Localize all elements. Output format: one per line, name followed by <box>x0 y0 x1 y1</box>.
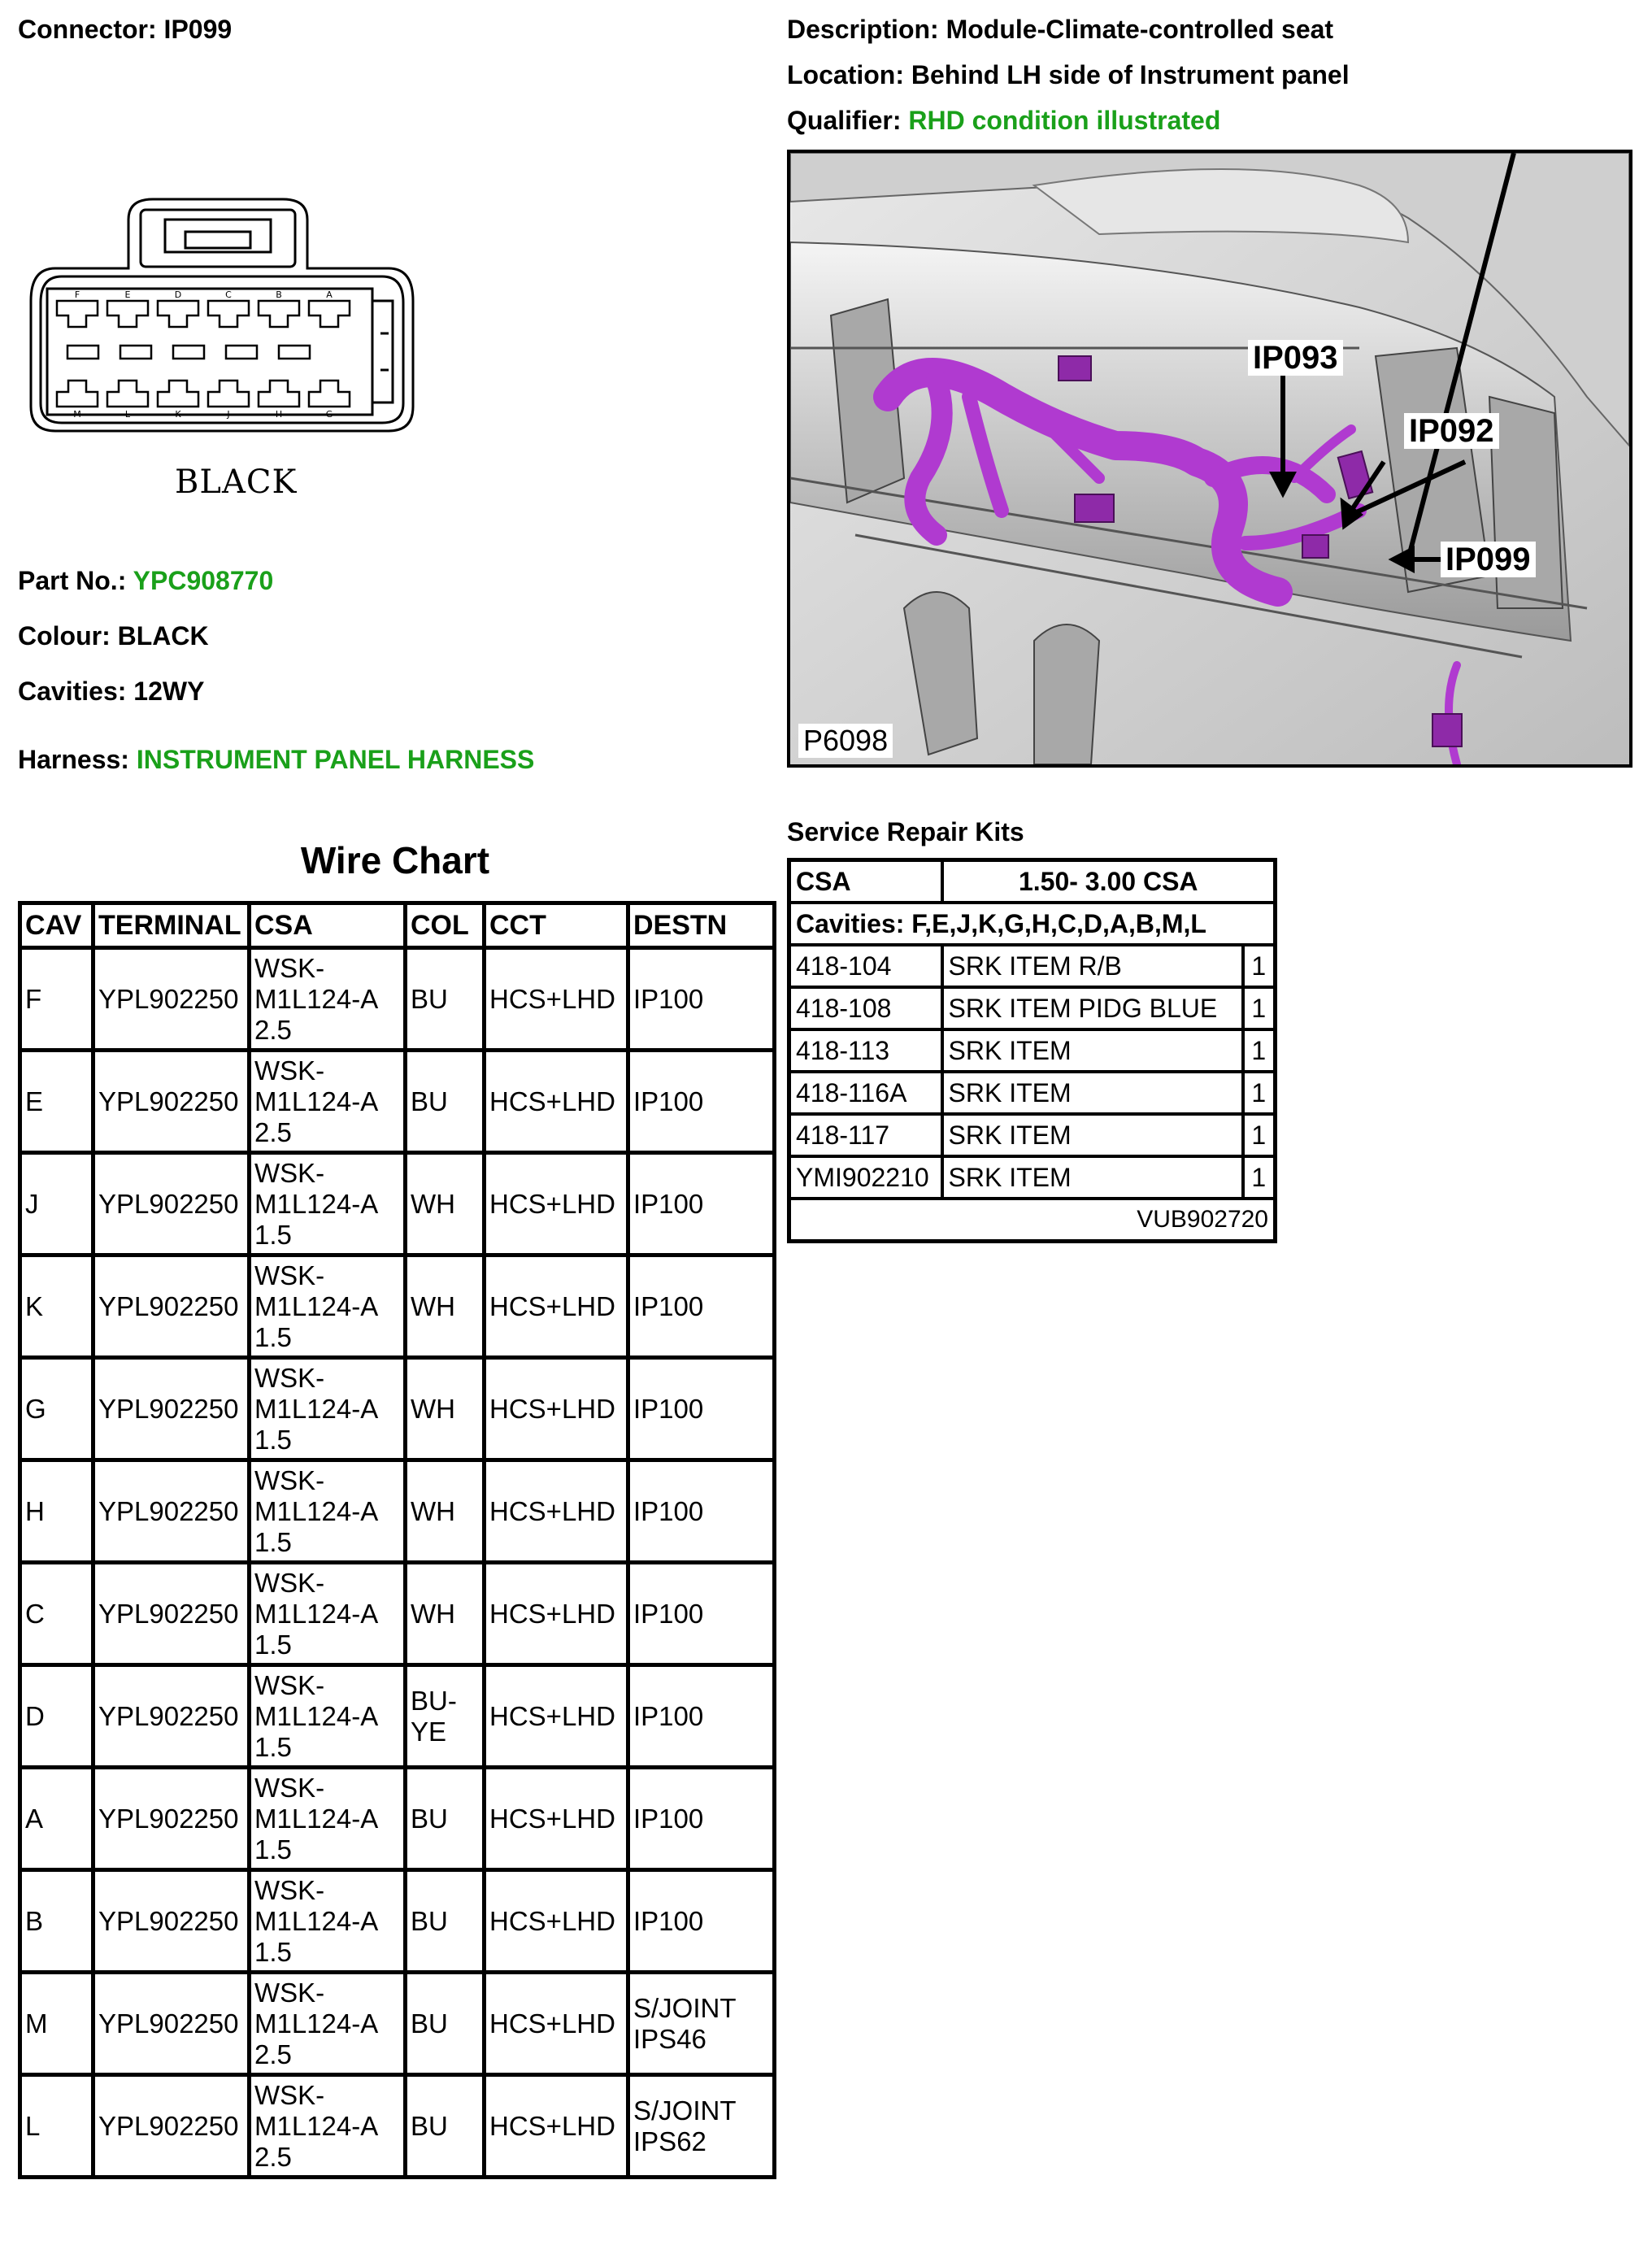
cell-csa: WSK-M1L124-A 1.5 <box>250 1563 406 1665</box>
kits-csa-range: 1.50- 3.00 CSA <box>942 860 1276 903</box>
cell-terminal: YPL902250 <box>93 1870 250 1973</box>
cell-csa: WSK-M1L124-A 1.5 <box>250 1255 406 1358</box>
description-value: Module-Climate-controlled seat <box>946 15 1334 44</box>
kit-row <box>789 987 1276 1029</box>
cell-csa: WSK-M1L124-A 2.5 <box>250 1973 406 2075</box>
kits-csa-row <box>789 860 1276 903</box>
pin-label-top: F <box>74 289 80 300</box>
cell-cct: HCS+LHD <box>485 1563 628 1665</box>
cell-cav: A <box>20 1768 93 1870</box>
cell-destn: IP100 <box>628 1460 775 1563</box>
cell-cct: HCS+LHD <box>485 1153 628 1255</box>
cell-col: BU <box>406 2075 485 2178</box>
cell-destn: IP100 <box>628 1870 775 1973</box>
col-col: COL <box>406 903 485 948</box>
cell-cct: HCS+LHD <box>485 1768 628 1870</box>
connector-diagram <box>23 187 421 455</box>
cavities-line <box>18 675 204 707</box>
photo-code: P6098 <box>798 724 893 758</box>
cell-destn: S/JOINT IPS46 <box>628 1973 775 2075</box>
kit-desc: SRK ITEM <box>942 1029 1243 1072</box>
harness-value: INSTRUMENT PANEL HARNESS <box>136 745 535 774</box>
cell-destn: IP100 <box>628 1051 775 1153</box>
cell-csa: WSK-M1L124-A 1.5 <box>250 1768 406 1870</box>
pin-label-bottom: G <box>325 409 333 420</box>
wire-row <box>20 1768 775 1870</box>
description-label: Description: <box>787 15 939 44</box>
harness-label: Harness: <box>18 745 129 774</box>
cell-terminal: YPL902250 <box>93 1358 250 1460</box>
kit-qty: 1 <box>1243 1029 1276 1072</box>
cell-cav: D <box>20 1665 93 1768</box>
cell-csa: WSK-M1L124-A 2.5 <box>250 948 406 1051</box>
col-destn: DESTN <box>628 903 775 948</box>
cell-col: BU <box>406 948 485 1051</box>
cell-cct: HCS+LHD <box>485 1665 628 1768</box>
cell-terminal: YPL902250 <box>93 1255 250 1358</box>
cell-cav: J <box>20 1153 93 1255</box>
cell-destn: S/JOINT IPS62 <box>628 2075 775 2178</box>
qualifier-value: RHD condition illustrated <box>908 106 1221 135</box>
pin-label-top: A <box>326 289 333 300</box>
wire-row <box>20 1665 775 1768</box>
repair-kits-table <box>787 858 1277 1243</box>
pin-label-bottom: M <box>73 409 81 420</box>
pin-label-bottom: J <box>227 409 230 420</box>
kit-row <box>789 1072 1276 1114</box>
colour-label: Colour: <box>18 621 111 651</box>
cell-csa: WSK-M1L124-A 1.5 <box>250 1358 406 1460</box>
cell-terminal: YPL902250 <box>93 1768 250 1870</box>
callout-ip099: IP099 <box>1441 542 1536 577</box>
cell-col: BU-YE <box>406 1665 485 1768</box>
cell-cav: B <box>20 1870 93 1973</box>
cell-cav: C <box>20 1563 93 1665</box>
cell-destn: IP100 <box>628 1665 775 1768</box>
cell-col: WH <box>406 1358 485 1460</box>
harness-line <box>18 743 534 776</box>
cell-cct: HCS+LHD <box>485 1973 628 2075</box>
cell-terminal: YPL902250 <box>93 1665 250 1768</box>
pin-label-top: B <box>276 289 282 300</box>
connector-line <box>18 13 232 46</box>
kits-footer-row <box>789 1199 1276 1242</box>
kit-row <box>789 945 1276 987</box>
kit-qty: 1 <box>1243 1114 1276 1156</box>
cell-destn: IP100 <box>628 1153 775 1255</box>
pin-label-top: C <box>225 289 232 300</box>
cell-cct: HCS+LHD <box>485 1870 628 1973</box>
kits-footer: VUB902720 <box>789 1199 1276 1242</box>
kit-desc: SRK ITEM <box>942 1114 1243 1156</box>
cell-col: BU <box>406 1768 485 1870</box>
kit-qty: 1 <box>1243 945 1276 987</box>
dashboard-illustration <box>790 153 1629 764</box>
location-line <box>787 59 1350 91</box>
cell-csa: WSK-M1L124-A 1.5 <box>250 1460 406 1563</box>
cell-cav: H <box>20 1460 93 1563</box>
colour-line <box>18 620 209 652</box>
location-photo <box>787 150 1632 768</box>
pin-label-top: D <box>174 289 182 300</box>
col-cct: CCT <box>485 903 628 948</box>
cell-destn: IP100 <box>628 1563 775 1665</box>
wire-row <box>20 1051 775 1153</box>
location-value: Behind LH side of Instrument panel <box>911 60 1350 89</box>
cell-terminal: YPL902250 <box>93 1051 250 1153</box>
cell-csa: WSK-M1L124-A 1.5 <box>250 1153 406 1255</box>
col-cav: CAV <box>20 903 93 948</box>
cell-col: WH <box>406 1563 485 1665</box>
part-no-label: Part No.: <box>18 566 127 595</box>
kit-part: 418-113 <box>789 1029 942 1072</box>
cell-csa: WSK-M1L124-A 2.5 <box>250 2075 406 2178</box>
kit-row <box>789 1029 1276 1072</box>
cell-cav: F <box>20 948 93 1051</box>
connector-colour-label: BLACK <box>175 463 298 501</box>
cell-col: WH <box>406 1460 485 1563</box>
kit-desc: SRK ITEM PIDG BLUE <box>942 987 1243 1029</box>
cell-csa: WSK-M1L124-A 1.5 <box>250 1870 406 1973</box>
cell-col: BU <box>406 1870 485 1973</box>
cell-col: BU <box>406 1051 485 1153</box>
kit-row <box>789 1156 1276 1199</box>
wire-chart-table <box>18 901 776 2179</box>
cell-destn: IP100 <box>628 1768 775 1870</box>
wire-row <box>20 1973 775 2075</box>
cell-destn: IP100 <box>628 1358 775 1460</box>
cell-col: BU <box>406 1973 485 2075</box>
qualifier-label: Qualifier: <box>787 106 902 135</box>
cell-cct: HCS+LHD <box>485 948 628 1051</box>
cell-cct: HCS+LHD <box>485 1460 628 1563</box>
cell-terminal: YPL902250 <box>93 2075 250 2178</box>
location-label: Location: <box>787 60 904 89</box>
col-csa: CSA <box>250 903 406 948</box>
kits-csa-label: CSA <box>789 860 942 903</box>
kit-part: 418-104 <box>789 945 942 987</box>
kit-desc: SRK ITEM R/B <box>942 945 1243 987</box>
kit-part: 418-117 <box>789 1114 942 1156</box>
cell-csa: WSK-M1L124-A 1.5 <box>250 1665 406 1768</box>
connector-label: Connector: <box>18 15 157 44</box>
repair-kits-title: Service Repair Kits <box>787 817 1024 846</box>
cell-cct: HCS+LHD <box>485 1255 628 1358</box>
cell-terminal: YPL902250 <box>93 1153 250 1255</box>
kit-qty: 1 <box>1243 987 1276 1029</box>
cell-terminal: YPL902250 <box>93 1563 250 1665</box>
cell-col: WH <box>406 1255 485 1358</box>
wire-row <box>20 1870 775 1973</box>
colour-value: BLACK <box>117 621 209 651</box>
wire-row <box>20 1563 775 1665</box>
kit-qty: 1 <box>1243 1072 1276 1114</box>
cavities-label: Cavities: <box>18 677 127 706</box>
cell-destn: IP100 <box>628 948 775 1051</box>
kit-desc: SRK ITEM <box>942 1072 1243 1114</box>
cell-cav: E <box>20 1051 93 1153</box>
wire-row <box>20 948 775 1051</box>
wire-chart-body <box>20 948 775 2178</box>
cell-cav: M <box>20 1973 93 2075</box>
cell-cct: HCS+LHD <box>485 1051 628 1153</box>
cell-destn: IP100 <box>628 1255 775 1358</box>
cell-cct: HCS+LHD <box>485 1358 628 1460</box>
cell-csa: WSK-M1L124-A 2.5 <box>250 1051 406 1153</box>
kit-part: 418-108 <box>789 987 942 1029</box>
wire-row <box>20 1358 775 1460</box>
kit-part: 418-116A <box>789 1072 942 1114</box>
cell-terminal: YPL902250 <box>93 1973 250 2075</box>
cavities-value: 12WY <box>133 677 205 706</box>
connector-value: IP099 <box>163 15 233 44</box>
description-line <box>787 13 1333 46</box>
qualifier-line <box>787 104 1220 137</box>
wire-chart-title: Wire Chart <box>300 839 490 881</box>
pin-label-bottom: L <box>124 409 131 420</box>
kits-cavities-row <box>789 903 1276 945</box>
cell-cav: G <box>20 1358 93 1460</box>
part-no-line <box>18 564 273 597</box>
cell-cct: HCS+LHD <box>485 2075 628 2178</box>
kit-qty: 1 <box>1243 1156 1276 1199</box>
wire-row <box>20 1153 775 1255</box>
wire-row <box>20 2075 775 2178</box>
cell-col: WH <box>406 1153 485 1255</box>
cell-cav: K <box>20 1255 93 1358</box>
cell-terminal: YPL902250 <box>93 948 250 1051</box>
wire-header-row <box>20 903 775 948</box>
cell-cav: L <box>20 2075 93 2178</box>
kit-part: YMI902210 <box>789 1156 942 1199</box>
kits-cavities: Cavities: F,E,J,K,G,H,C,D,A,B,M,L <box>789 903 1276 945</box>
kit-row <box>789 1114 1276 1156</box>
pin-label-bottom: H <box>275 409 283 420</box>
pin-label-bottom: K <box>175 409 181 420</box>
wire-row <box>20 1255 775 1358</box>
wire-row <box>20 1460 775 1563</box>
part-no-value: YPC908770 <box>133 566 274 595</box>
callout-ip092: IP092 <box>1404 413 1499 449</box>
col-terminal: TERMINAL <box>93 903 250 948</box>
pin-label-top: E <box>124 289 131 300</box>
kit-desc: SRK ITEM <box>942 1156 1243 1199</box>
callout-ip093: IP093 <box>1248 340 1343 376</box>
cell-terminal: YPL902250 <box>93 1460 250 1563</box>
